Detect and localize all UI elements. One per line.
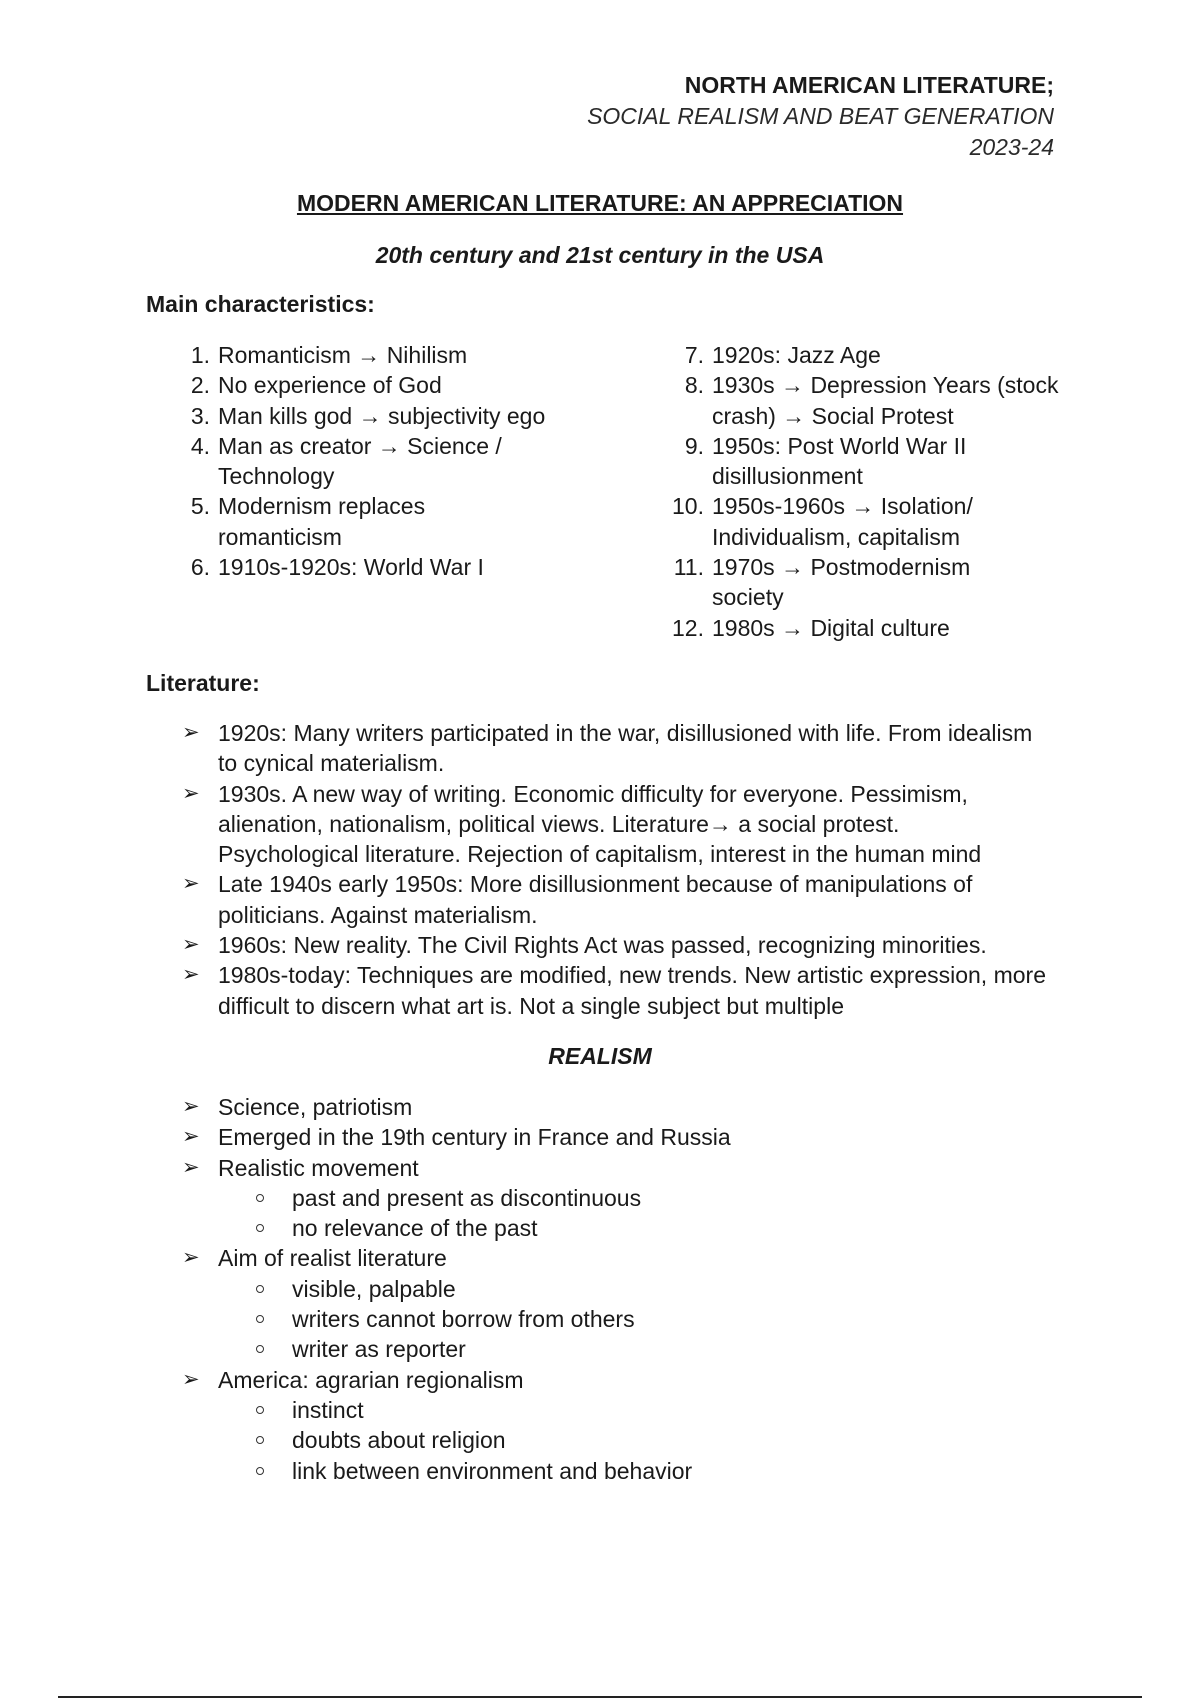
sub-list-item: link between environment and behavior <box>146 1456 1046 1486</box>
characteristics-list-left <box>146 340 566 582</box>
sub-list-item: writers cannot borrow from others <box>146 1304 1046 1334</box>
literature-list <box>146 718 1046 1021</box>
document-subtitle: 20th century and 21st century in the USA <box>375 242 825 268</box>
list-item: 11. 1970s → Postmodernism society <box>673 554 971 611</box>
course-title: NORTH AMERICAN LITERATURE; <box>684 72 1054 98</box>
list-item: ➢ 1930s. A new way of writing. Economic difficulty for everyone. Pessimism, alienation, nationalism, political views. Literature→ a social protest. Psychological literature. Rejection of capitalism, interest in the human mind <box>182 780 982 868</box>
arrow-bullet-icon: ➢ <box>182 781 200 805</box>
document-title: MODERN AMERICAN LITERATURE: AN APPRECIATION <box>296 190 904 216</box>
list-item: ➢ Aim of realist literature visible, palpable writers cannot borrow from others writer as reporter <box>146 1243 1046 1364</box>
course-header <box>587 70 1054 163</box>
list-item: ➢ Emerged in the 19th century in France and Russia <box>146 1122 1046 1152</box>
list-item: 7. 1920s: Jazz Age <box>684 342 881 368</box>
list-item: ➢ America: agrarian regionalism instinct doubts about religion link between environment and behavior <box>146 1365 1046 1486</box>
arrow-bullet-icon: ➢ <box>182 933 200 957</box>
list-item: 5. Modernism replaces romanticism <box>190 493 426 550</box>
circle-bullet-icon <box>256 1285 264 1293</box>
sub-list-item: instinct <box>146 1395 1046 1425</box>
realism-list <box>146 1092 1046 1486</box>
list-item: 12. 1980s → Digital culture <box>672 614 950 641</box>
characteristics-list-right <box>640 340 1070 643</box>
sub-list <box>146 1395 1046 1486</box>
list-item: 2. No experience of God <box>190 372 442 399</box>
circle-bullet-icon <box>256 1467 264 1475</box>
realism-heading: REALISM <box>548 1043 652 1069</box>
circle-bullet-icon <box>256 1345 264 1353</box>
circle-bullet-icon <box>256 1315 264 1323</box>
characteristics-label: Main characteristics: <box>146 291 375 317</box>
academic-year: 2023-24 <box>969 134 1054 160</box>
literature-label: Literature: <box>146 670 260 696</box>
list-item: 4. Man as creator → Science / Technology <box>190 432 502 490</box>
list-item: 9. 1950s: Post World War II disillusionment <box>684 432 967 490</box>
sub-list <box>146 1274 1046 1365</box>
sub-list-item: visible, palpable <box>146 1274 1046 1304</box>
sub-list-item: doubts about religion <box>146 1425 1046 1455</box>
list-item: ➢ 1980s-today: Techniques are modified, new trends. New artistic expression, more difficult to discern what art is. Not a single subject but multiple <box>182 962 1046 1019</box>
arrow-bullet-icon: ➢ <box>182 721 200 744</box>
arrow-bullet-icon: ➢ <box>182 1125 200 1149</box>
list-item: ➢ 1960s: New reality. The Civil Rights Act was passed, recognizing minorities. <box>146 930 1046 960</box>
list-item: ➢ Realistic movement past and present as discontinuous no relevance of the past <box>146 1153 1046 1244</box>
circle-bullet-icon <box>256 1224 264 1232</box>
list-item: ➢ Late 1940s early 1950s: More disillusionment because of manipulations of politicians. Against materialism. <box>182 871 973 928</box>
list-item: 10. 1950s-1960s → Isolation/ Individualism, capitalism <box>672 493 973 550</box>
sub-list <box>146 1183 1046 1244</box>
list-item: 8. 1930s → Depression Years (stock crash) → Social Protest <box>684 372 1059 429</box>
course-subtitle: SOCIAL REALISM AND BEAT GENERATION <box>587 103 1054 129</box>
circle-bullet-icon <box>256 1406 264 1414</box>
circle-bullet-icon <box>256 1436 264 1444</box>
list-item: ➢ Science, patriotism <box>146 1092 1046 1122</box>
arrow-bullet-icon: ➢ <box>182 963 200 987</box>
footer-divider <box>58 1696 1142 1698</box>
list-item: ➢ 1920s: Many writers participated in the war, disillusioned with life. From idealism to cynical materialism. <box>182 720 1033 777</box>
list-item: 3. Man kills god → subjectivity ego <box>190 402 546 429</box>
sub-list-item: past and present as discontinuous <box>146 1183 1046 1213</box>
circle-bullet-icon <box>256 1194 264 1202</box>
arrow-bullet-icon: ➢ <box>182 1095 200 1118</box>
arrow-bullet-icon: ➢ <box>182 1367 200 1391</box>
arrow-bullet-icon: ➢ <box>182 1155 200 1179</box>
arrow-bullet-icon: ➢ <box>182 872 200 896</box>
sub-list-item: writer as reporter <box>146 1334 1046 1364</box>
list-item: 6. 1910s-1920s: World War I <box>190 554 484 581</box>
list-item: 1. Romanticism → Nihilism <box>190 342 468 368</box>
sub-list-item: no relevance of the past <box>146 1213 1046 1243</box>
arrow-bullet-icon: ➢ <box>182 1246 200 1270</box>
